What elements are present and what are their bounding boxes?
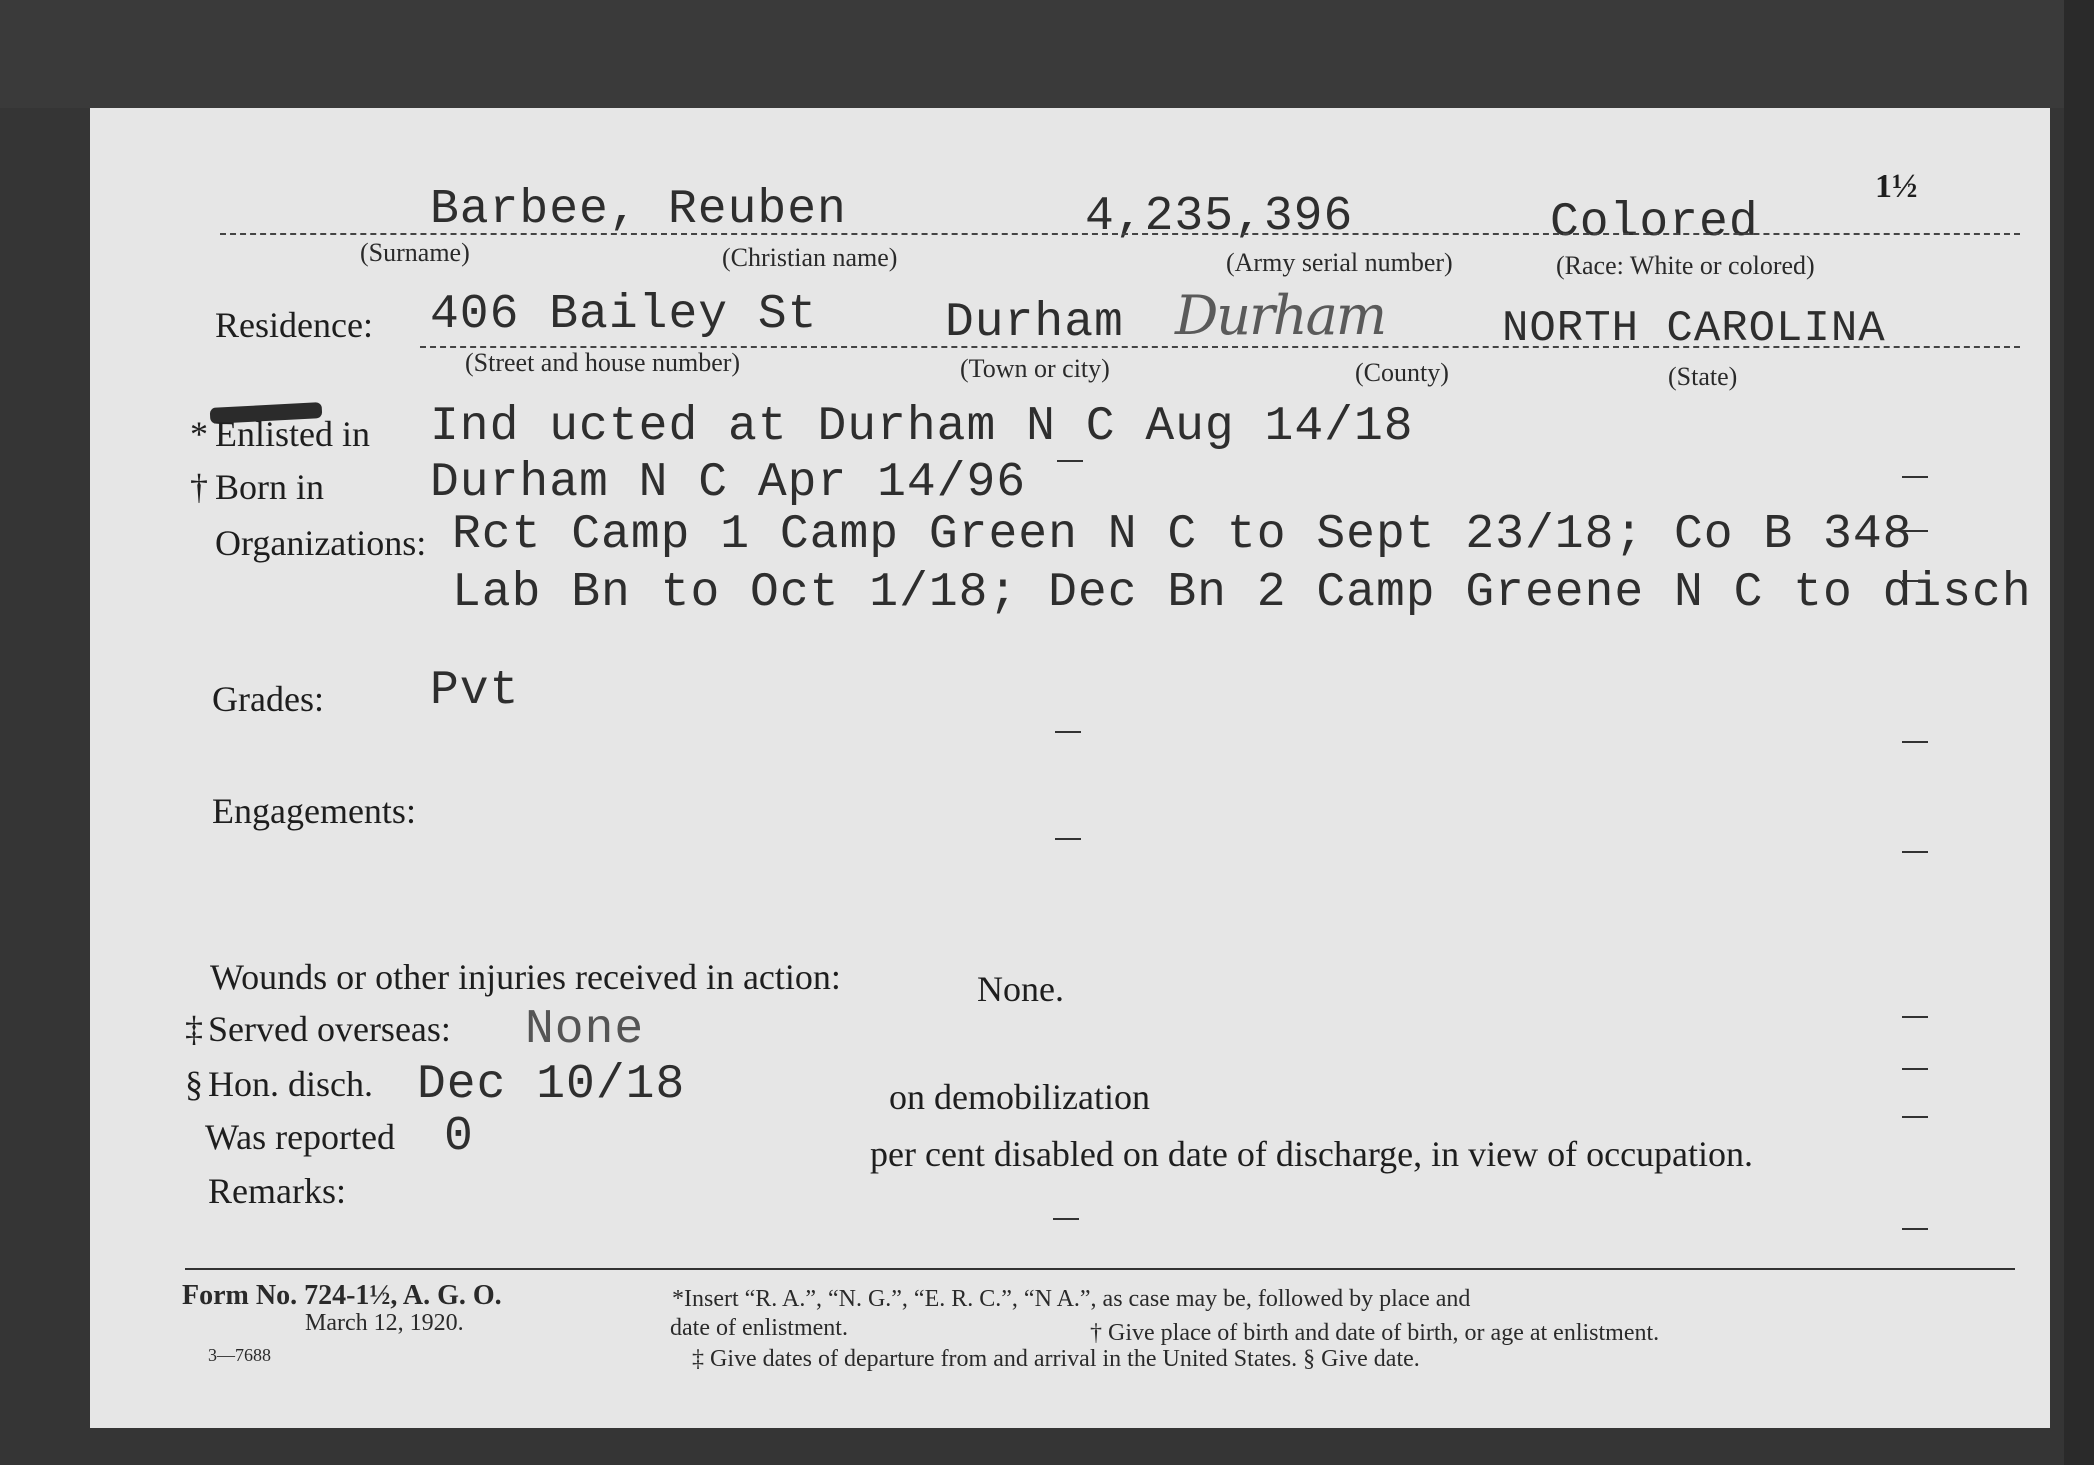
dash-mark <box>1902 851 1928 853</box>
serial-number-caption: (Army serial number) <box>1226 248 1453 277</box>
scan-background-right <box>2064 0 2094 1465</box>
form-date: March 12, 1920. <box>305 1310 464 1336</box>
dash-mark <box>1902 580 1928 582</box>
race-caption: (Race: White or colored) <box>1556 251 1815 280</box>
discharge-value: Dec 10/18 <box>417 1058 686 1112</box>
dash-mark <box>1902 1016 1928 1018</box>
reported-label: Was reported <box>205 1117 396 1157</box>
form-number: Form No. 724-1½, A. G. O. <box>182 1280 502 1311</box>
grades-label: Grades: <box>212 679 324 719</box>
dash-mark <box>1902 530 1928 532</box>
footnote-3: ‡ Give dates of departure from and arrival in the United States. § Give date. <box>692 1346 1420 1372</box>
state-value: NORTH CAROLINA <box>1502 304 1886 354</box>
christian-name-caption: (Christian name) <box>722 243 898 272</box>
overseas-label: Served overseas: <box>208 1009 451 1049</box>
born-mark: † <box>190 467 208 507</box>
street-value: 406 Bailey St <box>430 288 818 342</box>
overseas-value: None <box>525 1003 645 1057</box>
dash-mark <box>1053 1218 1079 1220</box>
engagements-label: Engagements: <box>212 791 416 831</box>
wounds-label: Wounds or other injuries received in action: <box>210 957 841 997</box>
footnote-2a: date of enlistment. <box>670 1315 848 1341</box>
organizations-line-1: Rct Camp 1 Camp Green N C to Sept 23/18; Co B 348 <box>452 508 1913 562</box>
overseas-mark: ‡ <box>185 1009 203 1049</box>
born-label: Born in <box>215 467 325 507</box>
dash-mark <box>1055 838 1081 840</box>
state-caption: (State) <box>1668 362 1738 391</box>
town-caption: (Town or city) <box>960 354 1110 383</box>
form-code: 3—7688 <box>208 1345 271 1365</box>
county-caption: (County) <box>1355 358 1449 387</box>
footnote-1: *Insert “R. A.”, “N. G.”, “E. R. C.”, “N A.”, as case may be, followed by place and <box>672 1286 1471 1312</box>
name-line <box>220 233 2020 235</box>
dash-mark <box>1055 731 1081 733</box>
remarks-label: Remarks: <box>208 1171 346 1211</box>
reported-value: 0 <box>444 1110 474 1164</box>
discharge-mark: § <box>185 1064 203 1104</box>
race-value: Colored <box>1550 196 1759 250</box>
dash-mark <box>1902 1228 1928 1230</box>
footnote-2b: † Give place of birth and date of birth, or age at enlistment. <box>1090 1320 1660 1346</box>
scan-background-top <box>0 0 2094 108</box>
dash-mark <box>1057 460 1083 462</box>
service-record-card <box>90 108 2050 1428</box>
county-handwritten-value: Durham <box>1175 284 1386 347</box>
wounds-value: None. <box>977 969 1064 1009</box>
disability-note: per cent disabled on date of discharge, in view of occupation. <box>870 1134 1754 1174</box>
surname-caption: (Surname) <box>360 238 470 267</box>
grades-value: Pvt <box>430 664 520 718</box>
discharge-note: on demobilization <box>889 1077 1150 1117</box>
enlisted-value: Ind ucted at Durham N C Aug 14/18 <box>430 400 1414 454</box>
dash-mark <box>1902 476 1928 478</box>
organizations-label: Organizations: <box>215 523 427 563</box>
street-caption: (Street and house number) <box>465 348 741 377</box>
enlisted-mark: * <box>190 414 208 454</box>
surname-value: Barbee, <box>430 183 639 237</box>
corner-mark: 1½ <box>1875 168 1918 205</box>
enlisted-label: Enlisted in <box>215 414 370 454</box>
christian-name-value: Reuben <box>668 183 847 237</box>
serial-number-value: 4,235,396 <box>1085 190 1354 244</box>
dash-mark <box>1902 1068 1928 1070</box>
organizations-line-2: Lab Bn to Oct 1/18; Dec Bn 2 Camp Greene N C to disch <box>452 566 2032 620</box>
dash-mark <box>1902 1116 1928 1118</box>
town-value: Durham <box>945 296 1124 350</box>
footer-rule <box>185 1268 2015 1270</box>
dash-mark <box>1902 741 1928 743</box>
residence-label: Residence: <box>215 305 373 345</box>
born-value: Durham N C Apr 14/96 <box>430 456 1027 510</box>
discharge-label: Hon. disch. <box>208 1064 373 1104</box>
